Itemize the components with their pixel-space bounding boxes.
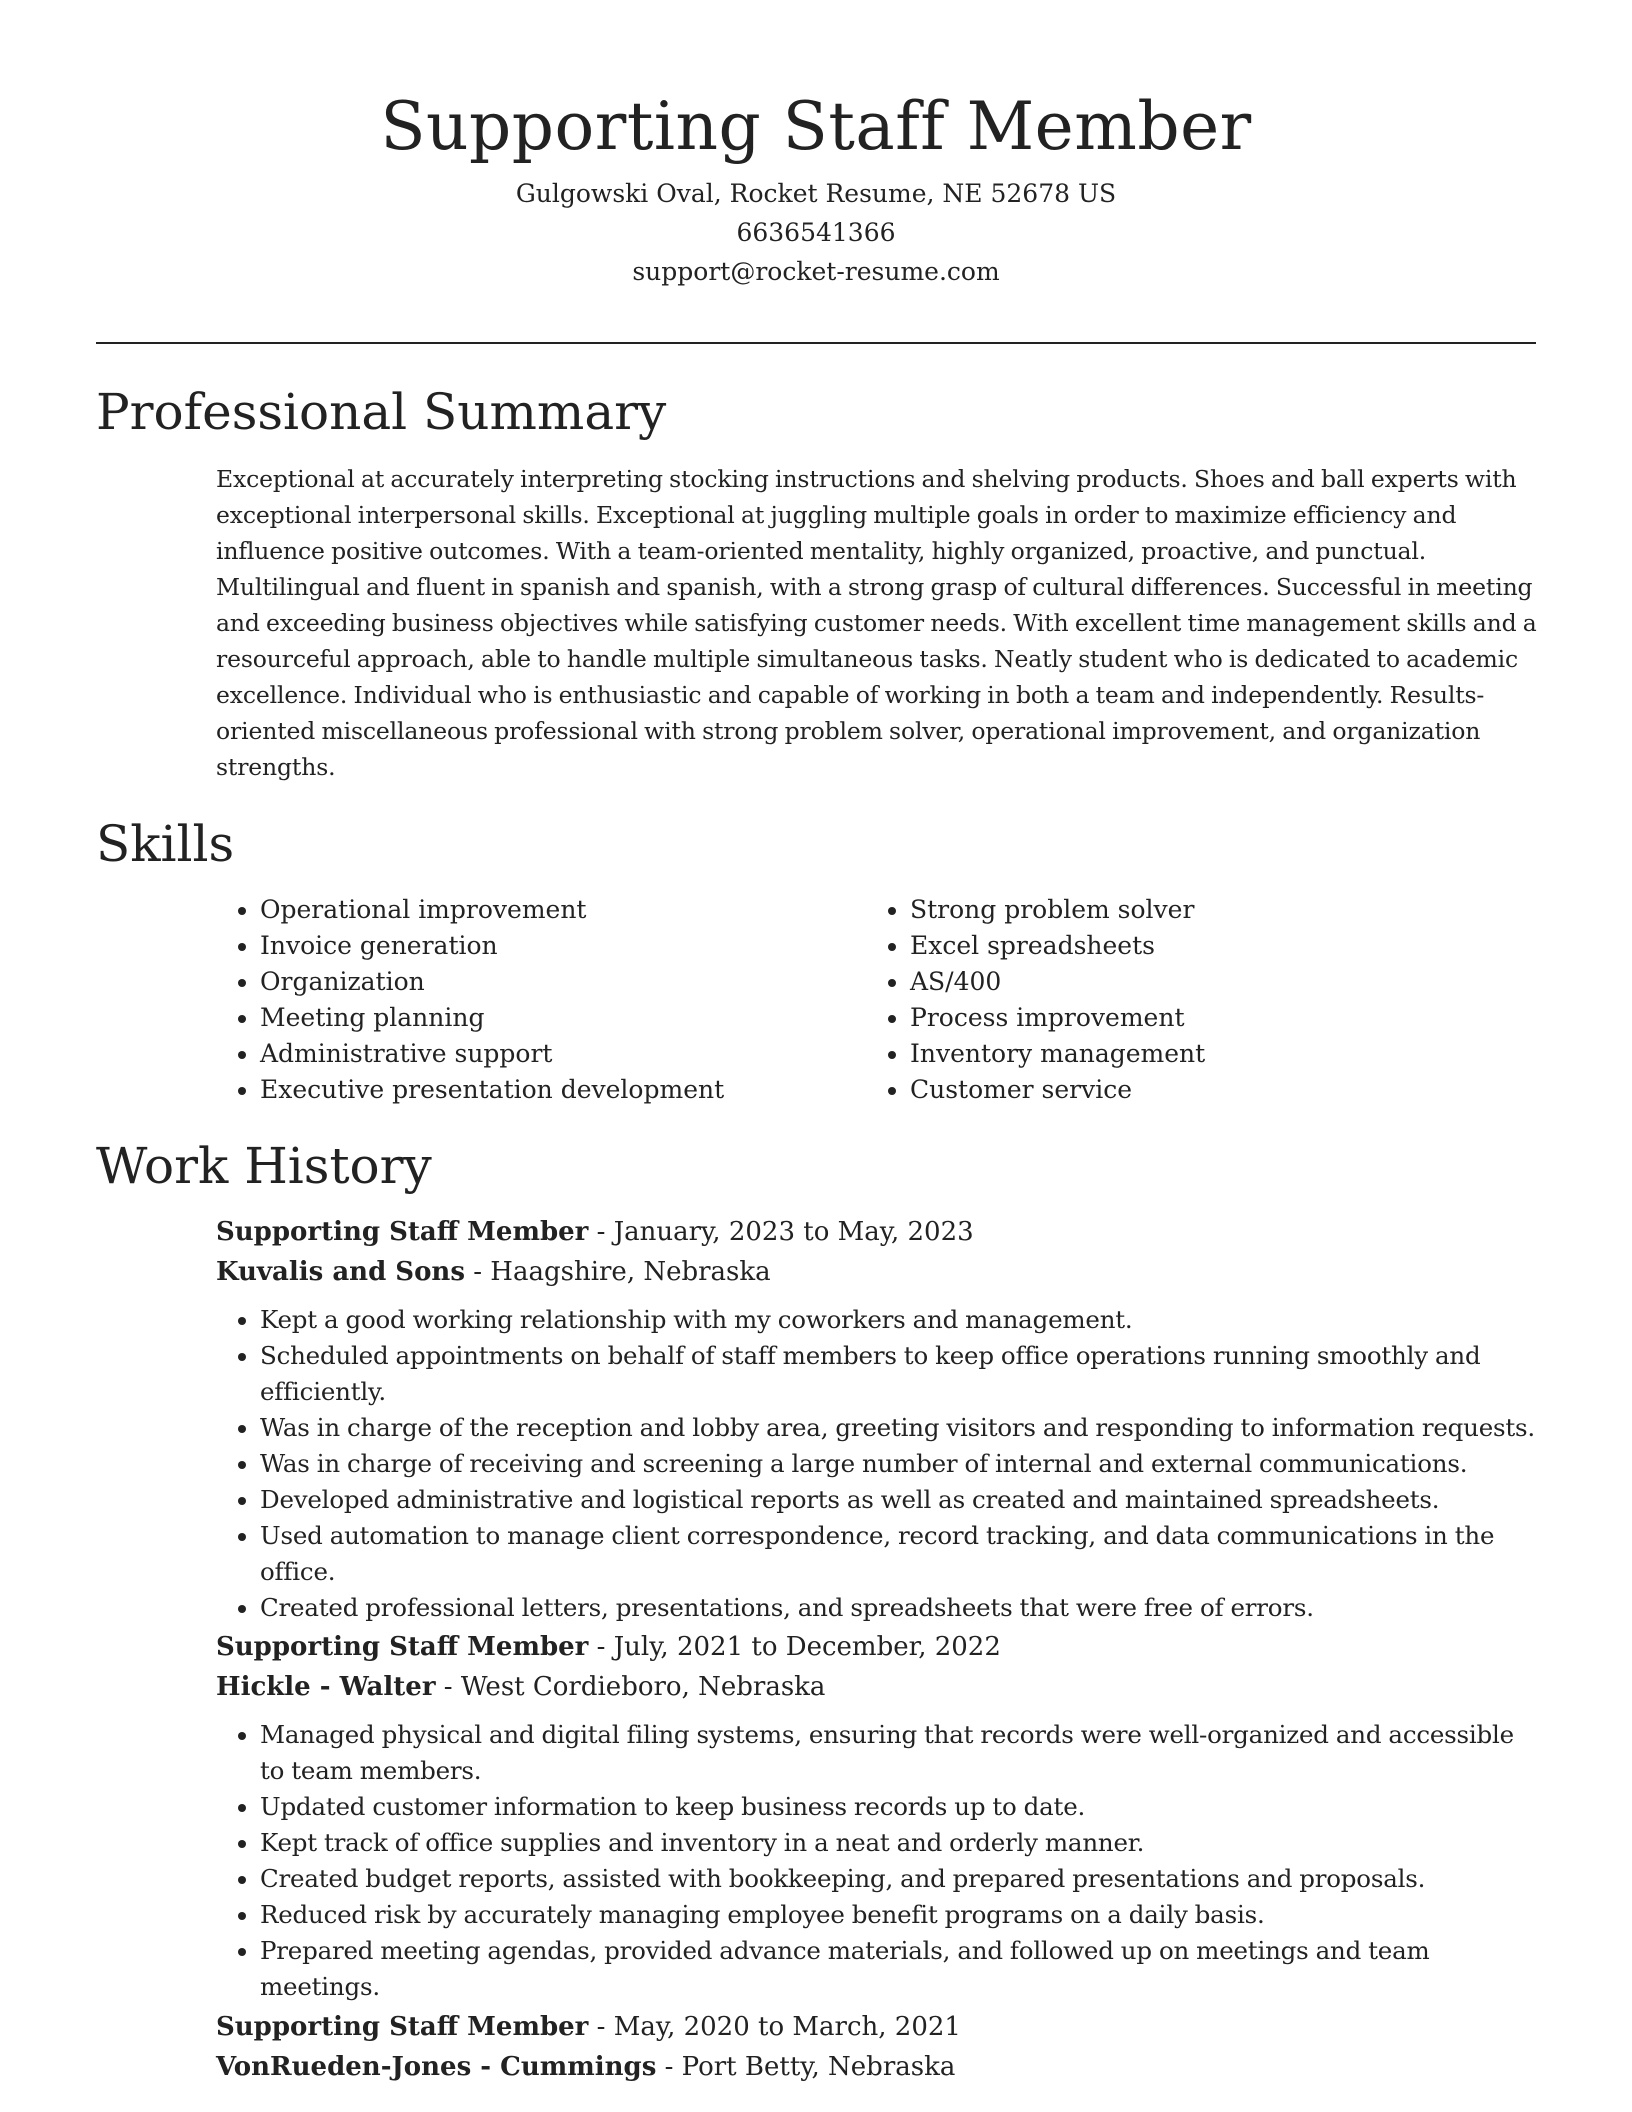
job-company: VonRueden-Jones - Cummings <box>216 2052 657 2082</box>
skill-item: • Excel spreadsheets <box>910 928 1516 964</box>
skill-item: • Organization <box>260 964 866 1000</box>
job-bullet: • Was in charge of the reception and lobby area, greeting visitors and responding to information requests. <box>260 1410 1538 1446</box>
job-dates: - January, 2023 to May, 2023 <box>588 1217 974 1247</box>
resume-header <box>96 82 1536 291</box>
job-title: Supporting Staff Member <box>216 1217 589 1247</box>
job-title-line <box>216 1212 1538 1252</box>
header-divider <box>96 342 1536 344</box>
job-bullet: • Used automation to manage client correspondence, record tracking, and data communications in the office. <box>260 1518 1538 1590</box>
job-bullet: • Created professional letters, presentations, and spreadsheets that were free of errors. <box>260 1590 1538 1626</box>
job-bullets <box>216 1302 1538 1626</box>
job-title-line <box>216 1627 1538 1667</box>
job-company: Kuvalis and Sons <box>216 1257 465 1287</box>
job-title: Supporting Staff Member <box>216 1632 589 1662</box>
job-bullet: • Created budget reports, assisted with bookkeeping, and prepared presentations and proposals. <box>260 1861 1538 1897</box>
skill-item: • Process improvement <box>910 1000 1516 1036</box>
summary-heading: Professional Summary <box>96 383 667 441</box>
job-dates: - May, 2020 to March, 2021 <box>588 2012 961 2042</box>
skill-item: • Meeting planning <box>260 1000 866 1036</box>
job-title: Supporting Staff Member <box>216 2012 589 2042</box>
skills-list <box>216 892 1538 1108</box>
job-bullet: • Developed administrative and logistical reports as well as created and maintained spreadsheets. <box>260 1482 1538 1518</box>
job-company: Hickle - Walter <box>216 1672 436 1702</box>
job-bullet: • Prepared meeting agendas, provided advance materials, and followed up on meetings and team meetings. <box>260 1933 1538 2005</box>
job-dates: - July, 2021 to December, 2022 <box>588 1632 1001 1662</box>
skill-item: • Inventory management <box>910 1036 1516 1072</box>
skill-item: • AS/400 <box>910 964 1516 1000</box>
skill-item: • Invoice generation <box>260 928 866 964</box>
skills-column-left <box>216 892 866 1108</box>
job-entry <box>216 1627 1538 2005</box>
skill-item: • Executive presentation development <box>260 1072 866 1108</box>
job-bullet: • Was in charge of receiving and screening a large number of internal and external communications. <box>260 1446 1538 1482</box>
skill-item: • Strong problem solver <box>910 892 1516 928</box>
job-bullet: • Reduced risk by accurately managing employee benefit programs on a daily basis. <box>260 1897 1538 1933</box>
work-history-heading: Work History <box>96 1137 432 1195</box>
job-location: - West Cordieboro, Nebraska <box>435 1672 826 1702</box>
job-company-line <box>216 1667 1538 1707</box>
job-bullet: • Managed physical and digital filing systems, ensuring that records were well-organized and accessible to team members. <box>260 1717 1538 1789</box>
skill-item: • Customer service <box>910 1072 1516 1108</box>
job-title-line <box>216 2007 1538 2047</box>
job-company-line <box>216 1252 1538 1292</box>
job-entry <box>216 2007 1538 2087</box>
summary-text: Exceptional at accurately interpreting stocking instructions and shelving products. Shoes and ball experts with exceptional interpersonal skills. Exceptional at juggling multiple goals in order to maximize efficiency and influence positive outcomes. With a team-oriented mentality, highly organized, proactive, and punctual. Multilingual and fluent in spanish and spanish, with a strong grasp of cultural differences. Successful in meeting and exceeding business objectives while satisfying customer needs. With excellent time management skills and a resourceful approach, able to handle multiple simultaneous tasks. Neatly student who is dedicated to academic excellence. Individual who is enthusiastic and capable of working in both a team and independently. Results-oriented miscellaneous professional with strong problem solver, operational improvement, and organization strengths. <box>216 465 1537 781</box>
job-entry <box>216 1212 1538 1626</box>
skills-column-right <box>866 892 1516 1108</box>
job-bullet: • Kept track of office supplies and inventory in a neat and orderly manner. <box>260 1825 1538 1861</box>
contact-phone: 6636541366 <box>736 218 896 247</box>
job-bullet: • Updated customer information to keep business records up to date. <box>260 1789 1538 1825</box>
skill-item: • Operational improvement <box>260 892 866 928</box>
skill-item: • Administrative support <box>260 1036 866 1072</box>
job-bullets <box>216 1717 1538 2005</box>
job-company-line <box>216 2047 1538 2087</box>
job-bullet: • Kept a good working relationship with my coworkers and management. <box>260 1302 1538 1338</box>
job-location: - Port Betty, Nebraska <box>656 2052 956 2082</box>
skills-heading: Skills <box>96 815 235 873</box>
job-location: - Haagshire, Nebraska <box>464 1257 771 1287</box>
job-bullet: • Scheduled appointments on behalf of staff members to keep office operations running smoothly and efficiently. <box>260 1338 1538 1410</box>
contact-email: support@rocket-resume.com <box>632 257 1000 286</box>
candidate-name: Supporting Staff Member <box>380 88 1252 165</box>
contact-address: Gulgowski Oval, Rocket Resume, NE 52678 US <box>515 179 1117 208</box>
contact-block <box>96 174 1536 291</box>
